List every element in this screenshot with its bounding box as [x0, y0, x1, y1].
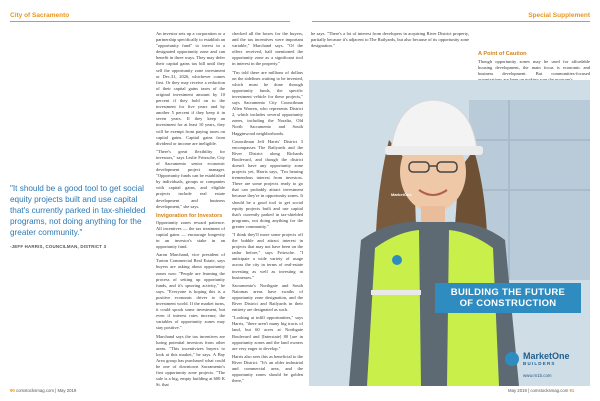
sidebar-title: A Point of Caution [478, 51, 527, 57]
col3-paragraph-1: he says. "There's a lot of interest from developers in acquiring River District property, partially because it's adjacent to The Railyards, but also because of its opportunity zone designation." [311, 31, 469, 49]
col2-paragraph-7: Harris also sees this as beneficial to the River District. "It's an older industrial and commercial area, and the opportunity zones should be golden there," [232, 353, 303, 384]
col1-subheading: Invigoration for Investors [156, 212, 223, 219]
col2-paragraph-5: Sacramento's Northgate and South Natomas areas have swaths of opportunity zone designation, and the River District and Railyards in their entirety are designated as such. [232, 282, 303, 313]
advertisement-photo [309, 80, 590, 386]
right-page-footer [508, 388, 574, 393]
article-column-1 [156, 31, 225, 388]
col1-paragraph-4: Aaron Marchand, vice president of Turton Commercial Real Estate, says buyers are asking about opportunity zones now. "People are learning the process of setting up opportunity funds, and it's spurring activity," he says. "Everyone is hoping this is a positive economic driver to the investment world. If the market turns, it could spook some investment, but even if interest rates increase, the variables of opportunity zones may stay positive." [156, 252, 225, 331]
article-column-2 [232, 31, 303, 383]
ad-headline-line-2: OF CONSTRUCTION [459, 298, 557, 309]
sidebar-text: Though opportunity zones may be used for affordable housing development, the main focus is economic and business development. But communities-focused [478, 59, 590, 77]
col1-paragraph-1: An investor sets up a corporation or a partnership specifically to establish an "opportunity fund" to invest in a designated opportunity zone and can benefit in three ways. They may defer their capital gains tax bill until they sell the opportunity zone investment or Dec.31, 2026, whichever comes first. Or they may receive a reduction of their capital gains taxes of the original investment amount by 10 percent if they hold on to the investment for five years and by another 5 percent if they keep it in seven years. If they keep an investment for at least 10 years, they will be exempt from paying taxes on capital gains. Capital gains from dividend or income are ineligible. [156, 31, 225, 146]
left-header-title: City of Sacramento [10, 12, 70, 19]
pull-quote [10, 183, 148, 249]
marketone-logo-name: MarketOne [523, 351, 570, 361]
ad-website-link[interactable]: www.m1b.com [523, 373, 552, 378]
sidebar-text-block [478, 59, 590, 81]
left-page-number: 90 [10, 388, 15, 393]
col1-paragraph-2: "There's great flexibility for investors," says Leslie Fritzsche, City of Sacramento senior economic development project manager. "Opportunity funds can be established by individuals, groups or companies with capital gains, and eligible projects include real estate development and business development," she says. [156, 148, 225, 209]
ad-headline-banner [435, 283, 581, 313]
left-footer-text: comstocksmag.com | May 2019 [15, 388, 77, 393]
article-column-3 [311, 31, 469, 75]
col2-paragraph-6: "Looking at infill opportunities," says Harris, "there aren't many big tracts of land, but 60 acres at Northgate Boulevard and [Interstate] 80 [are in opportunity zones and the land owners are very eager to develop." [232, 315, 303, 351]
vest-logo-text: MarketOne [391, 192, 412, 197]
left-page-header [10, 0, 290, 22]
col1-paragraph-5: Marchand says the tax incentives are luring potential investors from other areas. "This incentivizes buyers to look at this market," he says. A Bay Area group has purchased what could be one of downtown Sacramento's first opportunity zone projects. "The sale is a big, empty building at 600 K St. that [156, 333, 225, 388]
col2-paragraph-2: "I'm told there are millions of dollars on the sidelines waiting to be invested, which must be done through opportunity funds, the specific investment vehicle for these projects," says Sacramento City Councilman Allen Warren, who represents District 2, which includes several opportunity zones, including the Noralto, Old North Sacramento and South Hagginwood neighborhoods. [232, 69, 303, 136]
left-page-footer [10, 388, 76, 393]
col1-paragraph-3: Opportunity zones reward patience. All incentives — the tax treatment of capital gains — encourage longevity in an investor's stake in an opportunity fund. [156, 219, 225, 250]
marketone-logo-sub: BUILDERS [523, 361, 556, 366]
right-page-number: 91 [569, 388, 575, 393]
col2-paragraph-1: checked all the boxes for the buyers, and the tax incentives were important variable," Marchand says. "Of the offers received, half mentioned the opportunity zone as a significant tool in interest in the property." [232, 31, 303, 67]
pull-quote-text: "It should be a good tool to get social equity projects built and use capital that's currently parked in tax-shielded programs, not doing anything for the greater community." [10, 184, 146, 237]
col2-paragraph-4: "I think they'll more some projects off the bubble and attract interest in projects that may not have been on the radar before," says Fritzsche. "I anticipate a wide variety of usage across the city in terms of real-estate investing as well as investing in businesses." [232, 232, 303, 280]
right-page-header [312, 0, 590, 22]
marketone-logo-icon [505, 352, 519, 366]
right-header-title: Special Supplement [528, 12, 590, 19]
right-footer-text: May 2019 | comstocksmag.com [508, 388, 569, 393]
col2-paragraph-3: Councilman Jeff Harris' District 3 encompasses The Railyards and the River District along Richards Boulevard, and though the district doesn't have any opportunity zone projects yet, Harris says, "I'm hearing tremendous interest from investors. There are some projects ready to go that can probably attract investment because they're in opportunity zones. It should be a good tool to get social equity projects built and use capital that's currently parked in tax-shielded programs, not doing anything for the greater community." [232, 138, 303, 229]
ad-headline-line-1: BUILDING THE FUTURE [450, 287, 566, 298]
worker-illustration [309, 80, 590, 386]
pull-quote-attribution: -JEFF HARRIS, COUNCILMAN, DISTRICT 3 [10, 244, 107, 249]
marketone-logo [505, 352, 570, 366]
